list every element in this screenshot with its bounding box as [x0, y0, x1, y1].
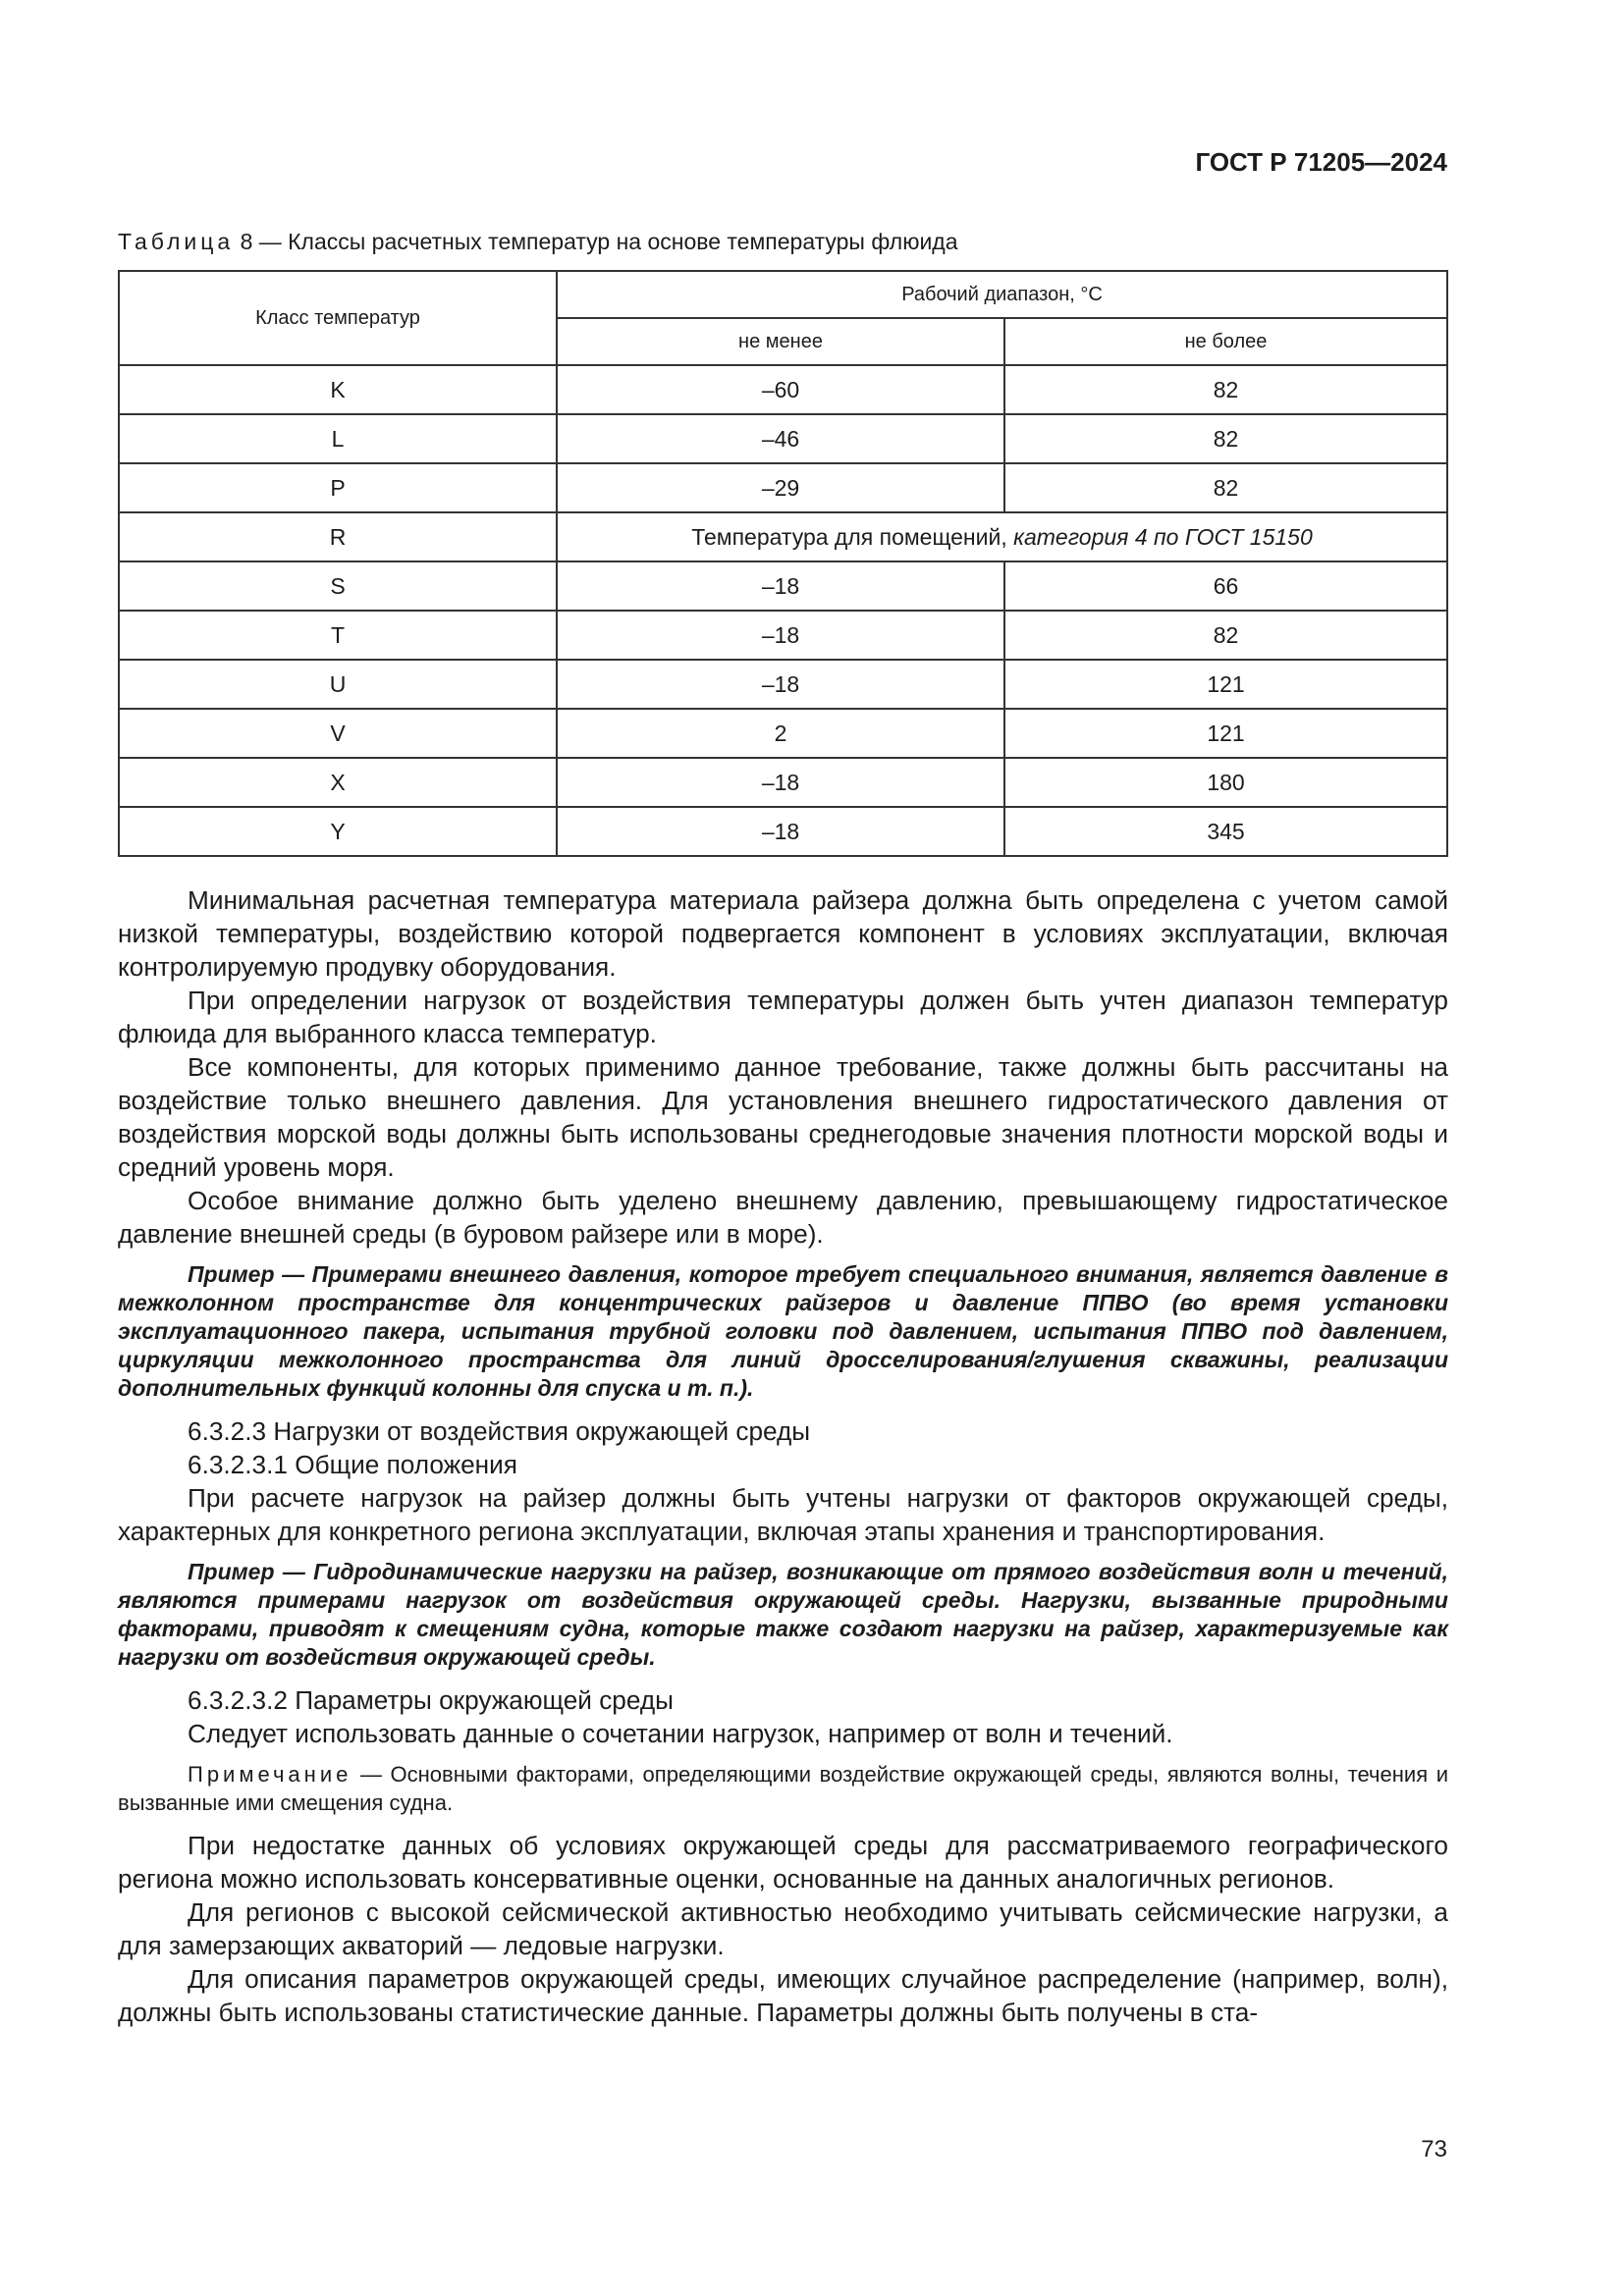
table-caption [118, 229, 958, 255]
paragraph: При недостатке данных об условиях окружающей среды для рассматриваемого географического региона можно использовать консервативные оценки, основанные на данных аналогичных регионов. [118, 1831, 1448, 1894]
cell-min: –18 [557, 660, 1004, 709]
page-number: 73 [1421, 2136, 1447, 2163]
cell-max: 121 [1004, 709, 1447, 758]
document-header: ГОСТ Р 71205—2024 [1195, 147, 1447, 177]
paragraph: При определении нагрузок от воздействия температуры должен быть учтен диапазон температур флюида для выбранного класса температур. [118, 986, 1448, 1048]
cell-class: U [119, 660, 557, 709]
table-row [119, 660, 1447, 709]
cell-max: 82 [1004, 611, 1447, 660]
temperature-class-table [118, 270, 1448, 857]
cell-min: –18 [557, 561, 1004, 611]
note-block [118, 1760, 1448, 1817]
cell-min: –18 [557, 807, 1004, 856]
table-row [119, 512, 1447, 561]
paragraph: Следует использовать данные о сочетании нагрузок, например от волн и течений. [188, 1719, 1173, 1748]
cell-class: P [119, 463, 557, 512]
table-row [119, 463, 1447, 512]
paragraph: Особое внимание должно быть уделено внешнему давлению, превышающему гидростатическое давление внешней среды (в буровом райзере или в море). [118, 1186, 1448, 1249]
cell-max: 82 [1004, 414, 1447, 463]
cell-span-italic: категория 4 по ГОСТ 15150 [1013, 523, 1313, 550]
note-label: Примечание [188, 1762, 352, 1787]
body-text [118, 883, 1448, 2029]
cell-class: S [119, 561, 557, 611]
cell-min: –60 [557, 365, 1004, 414]
example-block: Пример — Гидродинамические нагрузки на райзер, возникающие от прямого воздействия волн и течений, являются примерами нагрузок от воздействия окружающей среды. Нагрузки, вызванные природными факторами, приводят к смещениям судна, которые также создают нагрузки на райзер, характеризуемые как нагрузки от воздействия окружающей среды. [118, 1559, 1448, 1670]
cell-class: K [119, 365, 557, 414]
cell-min: 2 [557, 709, 1004, 758]
table-row [119, 611, 1447, 660]
column-header-max: не более [1004, 318, 1447, 365]
cell-min: –29 [557, 463, 1004, 512]
cell-class: T [119, 611, 557, 660]
cell-class: X [119, 758, 557, 807]
cell-class: L [119, 414, 557, 463]
table-row [119, 561, 1447, 611]
cell-max: 82 [1004, 365, 1447, 414]
cell-class: R [119, 512, 557, 561]
cell-min: –18 [557, 758, 1004, 807]
cell-max: 180 [1004, 758, 1447, 807]
table-caption-text: 8 — Классы расчетных температур на основе температуры флюида [240, 229, 958, 254]
cell-max: 66 [1004, 561, 1447, 611]
cell-class: Y [119, 807, 557, 856]
cell-min: –46 [557, 414, 1004, 463]
section-heading: 6.3.2.3.2 Параметры окружающей среды [188, 1685, 674, 1715]
column-header-range: Рабочий диапазон, °С [557, 271, 1447, 318]
paragraph: При расчете нагрузок на райзер должны быть учтены нагрузки от факторов окружающей среды, характерных для конкретного региона эксплуатации, включая этапы хранения и транспортирования. [118, 1483, 1448, 1546]
cell-class: V [119, 709, 557, 758]
paragraph: Для регионов с высокой сейсмической активностью необходимо учитывать сейсмические нагрузки, а для замерзающих акваторий — ледовые нагрузки. [118, 1897, 1448, 1960]
paragraph: Для описания параметров окружающей среды, имеющих случайное распределение (например, волн), должны быть использованы статистические данные. Параметры должны быть получены в ста- [118, 1964, 1448, 2027]
note-text: — Основными факторами, определяющими воздействие окружающей среды, являются волны, течения и вызванные ими смещения судна. [118, 1762, 1448, 1815]
table-row [119, 709, 1447, 758]
cell-span-text: Температура для помещений, [691, 523, 1014, 550]
column-header-min: не менее [557, 318, 1004, 365]
column-header-class: Класс температур [119, 271, 557, 365]
table-row [119, 414, 1447, 463]
section-heading: 6.3.2.3.1 Общие положения [188, 1450, 517, 1479]
table-caption-label: Таблица [118, 229, 235, 254]
cell-max: 82 [1004, 463, 1447, 512]
table-row [119, 365, 1447, 414]
cell-max: 345 [1004, 807, 1447, 856]
cell-max: 121 [1004, 660, 1447, 709]
table-row [119, 807, 1447, 856]
paragraph: Минимальная расчетная температура материала райзера должна быть определена с учетом самой низкой температуры, воздействию которой подвергается компонент в условиях эксплуатации, включая контролируемую продувку оборудования. [118, 885, 1448, 982]
cell-min: –18 [557, 611, 1004, 660]
section-heading: 6.3.2.3 Нагрузки от воздействия окружающей среды [188, 1416, 811, 1446]
cell-span [557, 512, 1447, 561]
paragraph: Все компоненты, для которых применимо данное требование, также должны быть рассчитаны на воздействие только внешнего давления. Для установления внешнего гидростатического давления от воздействия морской воды должны быть использованы среднегодовые значения плотности морской воды и средний уровень моря. [118, 1052, 1448, 1182]
table-row [119, 758, 1447, 807]
example-block: Пример — Примерами внешнего давления, которое требует специального внимания, является давление в межколонном пространстве для концентрических райзеров и давление ППВО (во время установки эксплуатационного пакера, испытания трубной головки под давлением, испытания ППВО под давлением, циркуляции межколонного пространства для линий дросселирования/глушения скважины, реализации дополнительных функций колонны для спуска и т. п.). [118, 1261, 1448, 1401]
